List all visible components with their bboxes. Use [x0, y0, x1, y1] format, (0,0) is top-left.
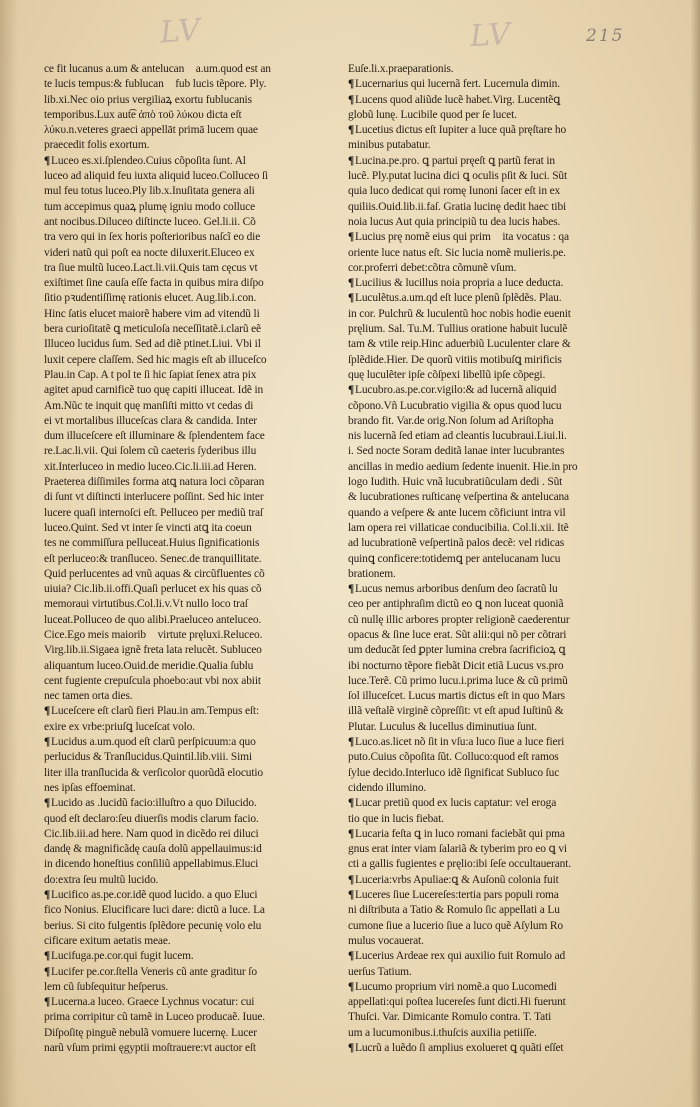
text-line — [44, 613, 344, 628]
text-line — [44, 781, 344, 796]
text-line — [44, 536, 344, 551]
text-line — [348, 613, 654, 628]
text-line — [44, 995, 344, 1010]
text-line — [348, 307, 654, 322]
folio-number: 215 — [586, 26, 625, 46]
text-line — [348, 827, 654, 842]
text-line-content: narũ vſum primi ęgyptii moſtrauere:vt auctor eſt — [44, 1042, 256, 1054]
text-line-content: appellati:qui poſtea lucereſes ſunt dicti.Hi fuerunt — [348, 996, 566, 1009]
page-gutter-shadow — [690, 0, 700, 1107]
text-line — [348, 873, 654, 888]
text-line — [44, 475, 344, 490]
text-line-content: Praeterea diſſimiles forma atꝗ natura loci cõparan — [44, 476, 265, 489]
text-line-content: Illuceo lucidus ſum. Sed ad diẽ ptinet.Liui. Vbi il — [44, 338, 261, 351]
text-line — [44, 643, 344, 658]
text-line — [44, 934, 344, 949]
text-line — [44, 903, 344, 918]
text-line-content: oriente luce natus eſt. Sic lucia nomẽ mulieris.pe. — [348, 246, 566, 259]
text-line — [44, 108, 344, 123]
text-line-content: Luceria:vrbs Apuliae:ꝗ & Auſonũ colonia fuit — [355, 873, 559, 886]
text-line-content: brationem. — [348, 567, 396, 580]
text-line-content: noia lucus Aut quia principiũ tu dea lucis habes. — [348, 215, 561, 228]
text-line — [348, 490, 654, 505]
text-line — [348, 353, 654, 368]
text-line — [44, 857, 344, 872]
text-line-content: cent fugiente crepuſcula phoebo:aut vbi nox abiit — [44, 674, 261, 687]
text-line-content: berius. Si cito fulgentis ſplẽdore pecunię volo elu — [44, 919, 262, 932]
text-line — [44, 368, 344, 383]
text-line-content: lib.xi.Nec oio prius vergiliaꝝ exortu fublucanis — [44, 93, 252, 106]
text-line — [348, 934, 654, 949]
text-line-content: Luceo es.xi.ſplendeo.Cuius cõpoſita ſunt. Al — [51, 154, 246, 167]
text-line-content: Lucerius Ardeae rex qui auxilio fuit Romulo ad — [355, 950, 566, 963]
text-line — [348, 383, 654, 398]
folio-mark-left: LV — [158, 12, 204, 51]
paragraph-mark-icon: ¶ — [44, 736, 51, 749]
text-line-content: um a lucumonibus.i.thuſcis auxilia petiiſſe. — [348, 1026, 537, 1039]
text-line — [348, 169, 654, 184]
text-line-content: tes ne commiſſura pelluceat.Huius ſignificationis — [44, 537, 260, 550]
text-line-content: gnus erat inter viam ſalariã & tyberim pro eo ꝗ vi — [348, 843, 567, 856]
paragraph-mark-icon: ¶ — [348, 873, 355, 886]
paragraph-mark-icon: ¶ — [44, 154, 51, 167]
text-line — [348, 276, 654, 291]
text-line-content: in cor. Pulchrũ & luculentũ hoc nobis hodie euenit — [348, 307, 571, 320]
text-line — [348, 1010, 654, 1025]
text-line-content: Quid perlucentes ad vnũ aquas & circũfluentes cõ — [44, 567, 265, 580]
text-line-content: & lucubrationes ruſticanę veſpertina & antelucana — [348, 491, 569, 504]
text-line — [348, 582, 654, 597]
text-line-content: di ſunt vt diſtincti interlucere poſſint. Sed hic inter — [44, 491, 264, 504]
text-line — [348, 720, 654, 735]
text-line — [348, 506, 654, 521]
text-line-content: luceo ad aliquid feu iuxta aliquid luceo.Colluceo ſi — [44, 170, 269, 183]
text-line — [44, 276, 344, 291]
text-line — [44, 184, 344, 199]
paragraph-mark-icon: ¶ — [348, 1042, 355, 1054]
text-line-content: ancillas in medio aedium ſedente inuenit. Hie.in pro — [348, 460, 578, 473]
text-line — [44, 490, 344, 505]
text-line-content: tam & vtile reip.Hinc aduerbiũ Luculenter clare & — [348, 338, 571, 351]
text-line — [44, 949, 344, 964]
text-line-content: Lucar pretiũ quod ex lucis captatur: vel eroga — [355, 797, 557, 810]
text-line — [348, 230, 654, 245]
text-line-content: ceo per antiphraſim dictũ eo ꝗ non luceat quoniã — [348, 598, 564, 611]
text-line-content: Lucifuga.pe.cor.qui fugit lucem. — [51, 950, 194, 963]
text-line — [348, 643, 654, 658]
text-line — [348, 123, 654, 138]
text-line — [44, 842, 344, 857]
text-line — [44, 444, 344, 459]
text-line-content: perlucidus & Tranſlucidus.Quintil.lib.viii. Simi — [44, 751, 252, 764]
text-line — [348, 215, 654, 230]
left-text-column — [44, 62, 344, 1056]
text-line-content: ſol illuceſcet. Lucus martis dictus eſt in quo Mars — [348, 690, 565, 703]
text-line — [348, 965, 654, 980]
text-line — [44, 154, 344, 169]
text-line — [44, 383, 344, 398]
text-line — [44, 659, 344, 674]
text-line — [44, 919, 344, 934]
text-line-content: opacus & ſine luce erat. Sũt alii:qui nõ per cõtrari — [348, 628, 567, 641]
text-line-content: quia luco dedicat qui romę Iunoni ſacer eſt in ex — [348, 185, 561, 198]
text-line — [44, 674, 344, 689]
text-line — [44, 246, 344, 261]
text-line — [44, 337, 344, 352]
text-line-content: exire ex vrbe:priuſꝗ luceſcat volo. — [44, 720, 195, 733]
text-line-content: Euſe.li.x.praeparationis. — [348, 63, 454, 75]
text-line — [348, 77, 654, 92]
text-line — [44, 429, 344, 444]
text-line-content: ſitio pꝛudentiſſimę rationis elucet. Aug.lib.i.con. — [44, 292, 257, 305]
text-line-content: tum accepimus quaꝝ plumę igniu modo colluce — [44, 200, 256, 213]
text-line-content: nes ipſas effoeminat. — [44, 781, 136, 794]
text-line-content: uiuia? Cic.lib.ii.offi.Quaſi perlucet ex his quas cõ — [44, 583, 262, 596]
text-line-content: prima corripitur cũ tamẽ in Luceo producaẽ. Iuue. — [44, 1011, 265, 1024]
page-edge-stain — [0, 0, 18, 1107]
text-line-content: globũ lunę. Lucibile quod per ſe lucet. — [348, 108, 517, 121]
text-line-content: luxit cepere claſſem. Sed hic magis eſt ab illuceſco — [44, 353, 267, 366]
text-line — [44, 460, 344, 475]
text-line-content: quiliis.Ouid.lib.ii.faſ. Gratia lucinę dedit haec tibi — [348, 200, 567, 213]
text-line — [348, 842, 654, 857]
text-line — [44, 414, 344, 429]
paragraph-mark-icon: ¶ — [44, 965, 51, 978]
text-line — [348, 812, 654, 827]
paragraph-mark-icon: ¶ — [348, 124, 355, 137]
text-line — [44, 307, 344, 322]
text-line-content: quę luculẽter ipſe cõſpexi libellũ ipſe cõpegi. — [348, 368, 546, 381]
text-line-content: λύκυ.n.veteres graeci appellāt primā lucem quae — [44, 124, 258, 137]
text-line — [44, 827, 344, 842]
paragraph-mark-icon: ¶ — [348, 797, 355, 810]
text-line-content: quod eſt declaro:ſeu diuerſis modis clarum facio. — [44, 812, 259, 825]
text-line-content: tra ſiue multũ luceo.Lact.li.vii.Quis tam cęcus vt — [44, 261, 258, 274]
text-line — [348, 750, 654, 765]
text-line — [348, 674, 654, 689]
text-line-content: ad lucubrationẽ veſpertinã palos decẽ: vel ridicas — [348, 537, 565, 550]
text-line — [44, 720, 344, 735]
text-line — [44, 322, 344, 337]
text-line — [348, 567, 654, 582]
text-line-content: uerſus Tatium. — [348, 965, 412, 978]
text-line — [348, 337, 654, 352]
text-line-content: Lucens quod aliũde lucẽ habet.Virg. Lucentẽꝗ — [355, 93, 561, 106]
text-line-content: pręlium. Sal. Tu.M. Tullius oratione habuit luculẽ — [348, 323, 568, 336]
text-line — [44, 169, 344, 184]
text-line-content: Lucetius dictus eſt Iupiter a luce quã pręſtare ho — [355, 124, 567, 137]
text-line — [44, 261, 344, 276]
text-line — [44, 812, 344, 827]
folio-header — [0, 14, 700, 64]
text-line — [348, 521, 654, 536]
text-line-content: Lucius prę nomẽ eius qui prim᷑ ita vocatus : qa — [355, 231, 569, 244]
paragraph-mark-icon: ¶ — [348, 980, 355, 993]
text-line-content: puto.Cuius cõpoſita ſũt. Colluco:quod eſt ramos — [348, 751, 559, 764]
paragraph-mark-icon: ¶ — [348, 93, 355, 106]
text-line — [44, 628, 344, 643]
text-line-content: cũ nullę illic arbores propter religionẽ caederentur — [348, 613, 570, 626]
text-line — [348, 552, 654, 567]
text-line-content: Lucifer pe.cor.ſtella Veneris cũ ante graditur ſo — [51, 965, 257, 978]
text-line-content: cõpono.Vñ Lucubratio vigilia & opus quod lucu — [348, 399, 562, 412]
text-line-content: um deducãt ſed ꝑpter lumina crebra ſacrificioꝝ ꝗ — [348, 644, 566, 657]
text-line-content: illã veſtalẽ virginẽ cõpreſſit: vt eſt apud Iuſtinũ & — [348, 705, 564, 718]
text-line — [348, 184, 654, 199]
text-line-content: cor.proferri debet:cõtra cõmunẽ vſum. — [348, 261, 517, 274]
text-line — [44, 93, 344, 108]
paragraph-mark-icon: ¶ — [348, 889, 355, 902]
text-line-content: cti a gallis fugientes e pręlio:ibi ſeſe occultauerant. — [348, 858, 571, 871]
text-line-content: xit.Interluceo in medio luceo.Cic.li.iii.ad Heren. — [44, 460, 257, 473]
text-line-content: Lucubro.as.pe.cor.vigilo:& ad lucernã aliquid — [355, 384, 557, 397]
text-line — [348, 735, 654, 750]
paragraph-mark-icon: ¶ — [348, 78, 355, 91]
text-line-content: Lucerna.a luceo. Graece Lychnus vocatur: cui᷑ — [51, 996, 264, 1009]
text-line-content: lucere quaſi internoſci eſt. Pelluceo per mediũ traſ — [44, 506, 263, 519]
text-line-content: exiſtimet ſine cauſa eſſe facta in quibus mira diſpo — [44, 277, 264, 290]
text-line-content: Cice.Ego meis maiorib᷑ virtute pręluxi.Reluceo. — [44, 628, 263, 641]
text-line — [348, 475, 654, 490]
text-line — [44, 567, 344, 582]
text-line — [348, 429, 654, 444]
text-line-content: te lucis tempus:& fublucan᷑ fub lucis tẽpore. Ply. — [44, 78, 267, 91]
text-line — [348, 322, 654, 337]
text-line — [44, 582, 344, 597]
text-line-content: ſylue decido.Interluco idẽ ſignificat Subluco ſuc — [348, 766, 560, 779]
text-line — [348, 766, 654, 781]
text-line — [44, 888, 344, 903]
text-line-content: Diſpoſitę pinguẽ nebulã vomuere lucernę. Lucer — [44, 1026, 257, 1039]
text-line — [44, 980, 344, 995]
text-line-content: Hinc ſatis elucet maiorẽ habere vim ad vitendũ li — [44, 307, 260, 320]
text-line — [348, 781, 654, 796]
text-line-content: Lucaria feſta ꝗ in luco romani faciebãt qui pma — [355, 827, 565, 840]
text-line-content: tio que in lucis fiebat. — [348, 812, 444, 825]
text-line — [44, 230, 344, 245]
text-line — [348, 414, 654, 429]
text-line-content: nis lucernã ſed etiam ad cleantis lucubraui.Liui.li. — [348, 430, 567, 443]
text-line — [44, 689, 344, 704]
text-line-content: Lucrũ a luẽdo ſi amplius exolueret ꝗ quãti eſſet — [355, 1042, 564, 1054]
text-line-content: mul feu totus luceo.Ply lib.x.Inuſitata genera ali — [44, 185, 255, 198]
text-line-content: dum illuceſcere eſt illuminare & ſplendentem face — [44, 430, 265, 443]
text-line — [44, 1010, 344, 1025]
text-line — [348, 291, 654, 306]
text-line — [348, 1026, 654, 1041]
text-line — [44, 506, 344, 521]
text-line-content: ei vt mortalibus illuceſcas clara & candida. Inter — [44, 414, 257, 427]
text-line-content: Lucido as .lucidũ facio:illuſtro a quo Dilucido. — [51, 797, 257, 810]
text-line-content: in dicendo honeſtius conſiliũ appellabimus.Eluci — [44, 858, 259, 871]
text-line — [348, 368, 654, 383]
text-line-content: Virg.lib.ii.Sigaea ignẽ freta lata relucẽt. Subluceo — [44, 644, 262, 657]
text-line-content: lucẽ. Ply.putat lucina dici ꝗ oculis pſit & luci. Sũt — [348, 170, 568, 183]
text-line-content: luceat.Polluceo de quo alibi.Praeluceo anteluceo. — [44, 613, 262, 626]
text-line-content: Am.Nũc te inquit quę manſiſti mitto vt cedas di — [44, 399, 254, 412]
text-line-content: cumone ſiue a lucerio ſiue a luco quẽ Aſylum Ro — [348, 919, 563, 932]
text-line-content: liter illa tranſlucida & verſicolor quorũdã elocutio — [44, 766, 263, 779]
text-line-content: Lucifico as.pe.cor.idẽ quod lucido. a quo Eluci — [51, 889, 258, 902]
text-line — [44, 200, 344, 215]
text-line — [348, 888, 654, 903]
text-line-content: Lucidus a.um.quod eſt clarũ perſpicuum:a quo — [51, 736, 256, 749]
text-line — [44, 552, 344, 567]
paragraph-mark-icon: ¶ — [44, 950, 51, 963]
text-line — [348, 460, 654, 475]
folio-mark-right: LV — [469, 16, 513, 55]
text-line-content: Lucilius & lucillus noia propria a luce deducta. — [355, 277, 564, 290]
text-line — [348, 949, 654, 964]
text-line-content: nec tamen orta dies. — [44, 690, 133, 703]
text-line — [44, 597, 344, 612]
text-line-content: quinꝗ conficere:totidemꝗ per antelucanam lucu — [348, 552, 561, 565]
text-line-content: bera curioſitatẽ ꝗ meticuloſa neceſſitatẽ.i.clarũ eẽ — [44, 323, 261, 336]
text-line-content: agitet apud carnificẽ tuo quę capiti illuceat. Idẽ in — [44, 384, 264, 397]
text-line-content: do:extra ſeu multũ lucido. — [44, 873, 159, 886]
text-line-content: dandę & magnificãdę cauſa dolũ appellauimus:id — [44, 843, 262, 856]
text-line-content: ni diſtributa a Tatio & Romulo ſic appellati a Lu — [348, 904, 560, 917]
text-line — [348, 980, 654, 995]
text-line-content: re.Lac.li.vii. Qui ſolem cũ caeteris ſyderibus illu — [44, 445, 257, 458]
text-line — [348, 93, 654, 108]
text-line — [348, 1041, 654, 1056]
paragraph-mark-icon: ¶ — [348, 231, 355, 244]
paragraph-mark-icon: ¶ — [44, 996, 51, 1009]
text-line-content: i. Sed nocte Soram deditã lanae inter lucubrantes — [348, 445, 565, 458]
paragraph-mark-icon: ¶ — [348, 827, 355, 840]
paragraph-mark-icon: ¶ — [44, 705, 51, 718]
paragraph-mark-icon: ¶ — [44, 797, 51, 810]
text-line — [44, 796, 344, 811]
paragraph-mark-icon: ¶ — [348, 384, 355, 397]
text-line — [348, 597, 654, 612]
text-line-content: Lucus nemus arboribus denſum deo ſacratũ lu — [355, 583, 558, 596]
text-line-content: temporibus.Lux aut͡e ἀπὸ τοῦ λύκου dicta eſt — [44, 108, 242, 121]
text-line — [44, 353, 344, 368]
text-line — [348, 154, 654, 169]
paragraph-mark-icon: ¶ — [348, 154, 355, 167]
text-line-content: Cic.lib.iii.ad here. Nam quod in dicẽdo rei diluci — [44, 827, 259, 840]
text-line-content: Luco.as.licet nõ ſit in vſu:a luco ſiue a luce fieri — [355, 736, 565, 749]
text-line — [348, 704, 654, 719]
text-line-content: eſt perluceo:& tranſluceo. Senec.de tranquillitate. — [44, 552, 262, 565]
text-line — [348, 261, 654, 276]
right-text-column — [348, 62, 654, 1056]
text-line-content: aliquantum luceo.Ouid.de meridie.Qualia ſublu — [44, 659, 254, 672]
text-line-content: Lucumo proprium viri nomẽ.a quo Lucomedi — [355, 980, 557, 993]
paragraph-mark-icon: ¶ — [348, 736, 355, 749]
text-line-content: Lucernarius qui lucernã fert. Lucernula dimin. — [355, 78, 560, 91]
text-line — [44, 1041, 344, 1056]
paragraph-mark-icon: ¶ — [44, 889, 51, 902]
text-line-content: Luceres ſiue Lucereſes:tertia pars populi roma — [355, 889, 559, 902]
text-line-content: tra vero qui in ſex horis poſterioribus naſcĩ eo die — [44, 231, 261, 244]
paragraph-mark-icon: ¶ — [348, 292, 355, 305]
text-line — [348, 995, 654, 1010]
text-line — [44, 965, 344, 980]
text-line-content: Luculẽtus.a.um.qd eſt luce plenũ ſplẽdẽs. Plau. — [355, 292, 562, 305]
text-line — [348, 108, 654, 123]
text-line — [44, 704, 344, 719]
text-line — [348, 919, 654, 934]
text-line-content: Luceſcere eſt clarũ fieri Plau.in am.Tempus eſt: — [51, 705, 259, 718]
text-line — [44, 750, 344, 765]
paragraph-mark-icon: ¶ — [348, 583, 355, 596]
text-line — [44, 123, 344, 138]
text-line-content: lam opera rei villaticae conducibilia. Col.li.xii. Itẽ — [348, 521, 569, 534]
text-line — [348, 399, 654, 414]
text-line — [348, 857, 654, 872]
text-line — [44, 138, 344, 153]
paragraph-mark-icon: ¶ — [348, 277, 355, 290]
text-line — [44, 766, 344, 781]
text-line-content: brando fit. Var.de orig.Non ſolum ad Ariſtopha — [348, 414, 554, 427]
text-line-content: fico Nonius. Elucificare luci dare: dictũ a luce. La — [44, 904, 265, 917]
text-line-content: logo Iudith. Huic vnã lucubratiũculam dedi . Sũt — [348, 476, 563, 489]
text-line-content: Lucina.pe.pro. ꝗ partui pręeſt ꝗ partũ ferat in — [355, 154, 555, 167]
text-line — [348, 628, 654, 643]
text-line — [44, 62, 344, 77]
text-line-content: cificare exitum aetatis meae. — [44, 934, 171, 947]
text-line-content: ce fit lucanus a.um & antelucan᷑ a.um.quod est an — [44, 63, 271, 75]
text-line-content: praecedit folis exortum. — [44, 139, 150, 152]
text-line-content: luceo.Quint. Sed vt inter ſe vincti atꝗ ita coeun — [44, 521, 252, 534]
text-line-content: minibus putabatur. — [348, 139, 431, 152]
text-line-content: Plutar. Luculus & lucellus diminutiua ſunt. — [348, 720, 537, 733]
text-line-content: videri natũ qui poſt ea nocte diluxerit.Eluceo ex — [44, 246, 255, 259]
text-line — [348, 200, 654, 215]
text-line-content: ant nocibus.Diluceo diſtincte luceo. Gel.li.ii. Cõ — [44, 215, 256, 228]
text-line-content: mulus vocauerat. — [348, 934, 424, 947]
text-line — [44, 521, 344, 536]
text-line — [348, 659, 654, 674]
text-line — [44, 399, 344, 414]
text-line-content: ſplẽdide.Hier. De quorũ vitiis motibuſꝗ mirificis — [348, 353, 562, 366]
text-line-content: ibi nocturno tẽpore fiebãt Dicit etiã Lucus vs.pro — [348, 659, 564, 672]
text-line — [348, 444, 654, 459]
text-line — [44, 873, 344, 888]
text-line — [348, 689, 654, 704]
text-line — [348, 62, 654, 77]
text-line-content: quando a veſpere & ante lucem cõficiunt intra vil — [348, 506, 566, 519]
text-line — [348, 903, 654, 918]
text-line — [348, 246, 654, 261]
text-line — [44, 1026, 344, 1041]
text-line — [44, 735, 344, 750]
paragraph-mark-icon: ¶ — [348, 950, 355, 963]
text-line-content: Plau.in Cap. A t pol te ſi hic ſapiat ſenex atra pix — [44, 368, 257, 381]
text-line — [348, 138, 654, 153]
text-line-content: luce.Terẽ. Cũ primo lucu.i.prima luce & cũ primũ — [348, 674, 568, 687]
text-line-content: memoraui virtutibus.Col.li.v.Vt nullo loco traſ — [44, 598, 248, 611]
text-line-content: lem cũ ſubſequitur heſperus. — [44, 980, 169, 993]
text-line — [44, 77, 344, 92]
text-line — [348, 536, 654, 551]
text-line — [44, 215, 344, 230]
text-line-content: cidendo illumino. — [348, 781, 427, 794]
text-line — [348, 796, 654, 811]
text-line-content: Thuſci. Var. Dimicante Romulo contra. T. Tati — [348, 1011, 552, 1024]
text-line — [44, 291, 344, 306]
